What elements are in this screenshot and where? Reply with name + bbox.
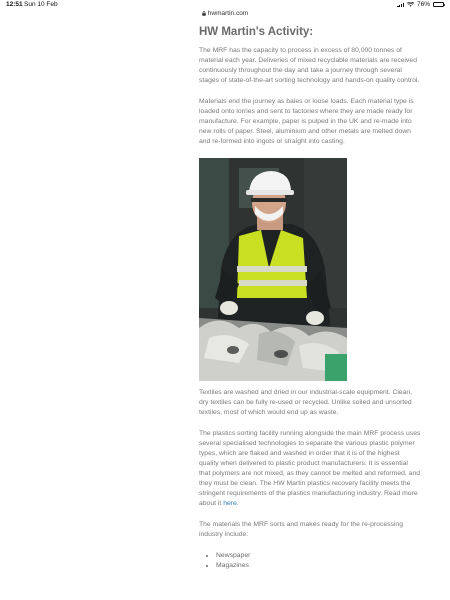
paragraph-materials-intro: The materials the MRF sorts and makes ready for the re-processing industry include:: [199, 521, 403, 538]
read-more-link[interactable]: here: [223, 500, 237, 507]
paragraph-plastics-end: .: [236, 500, 239, 507]
paragraph-materials-journey: Materials end the journey as bales or loose loads. Each material type is loaded onto lorries and sent to factories where they are made ready for manufacture. For example, paper is pulped in the UK and re-made into new rolls of paper. Steel, aluminium and other metals are melted down and re-formed into ingots or straight into casting.: [199, 98, 414, 145]
list-item: • Newspaper: [216, 551, 421, 561]
article-content: [199, 26, 421, 571]
materials-list: [199, 551, 421, 571]
status-right: [397, 1, 444, 8]
wifi-icon: [407, 2, 414, 7]
address-bar[interactable]: [0, 9, 450, 18]
battery-percent: 76%: [416, 1, 430, 8]
cellular-signal-icon: [397, 2, 404, 7]
paragraph-plastics-text: The plastics sorting facility running alongside the main MRF process uses several specialised technologies to separate the various plastic polymer types, which are flaked and washed in order that it is of the highest quality when delivered to plastic product manufacturers. It is essential that polymers are not mixed, as they cannot be melted and reformed, and they must be clean. The HW Martin plastics recovery facility meets the stringent requirements of the plastics manufacturing industry. Read more about it: [199, 430, 421, 507]
list-item: • Magazines: [216, 561, 421, 571]
page-title: HW Martin's Activity:: [199, 26, 314, 38]
battery-icon: [433, 2, 444, 7]
paragraph-textiles: Textiles are washed and dried in our industrial-scale equipment. Clean, dry textiles can be fully re-used or recycled. Unlike soiled and unsorted textiles, most of which would end up as waste.: [199, 389, 413, 416]
paragraph-plastics: [199, 429, 421, 509]
lock-icon: [202, 11, 206, 16]
paragraph-capacity: The MRF has the capacity to process in excess of 80,000 tonnes of material each year. Deliveries of mixed recyclable materials are received continuously throughout the day and take a journey through several stages of state-of-the-art sorting technology and hands-on quality control.: [199, 47, 420, 84]
worker-photo: [199, 158, 347, 381]
status-date: Sun 10 Feb: [24, 1, 58, 8]
status-time: 12:51: [6, 1, 23, 8]
url-text: hwmartin.com: [207, 10, 249, 17]
